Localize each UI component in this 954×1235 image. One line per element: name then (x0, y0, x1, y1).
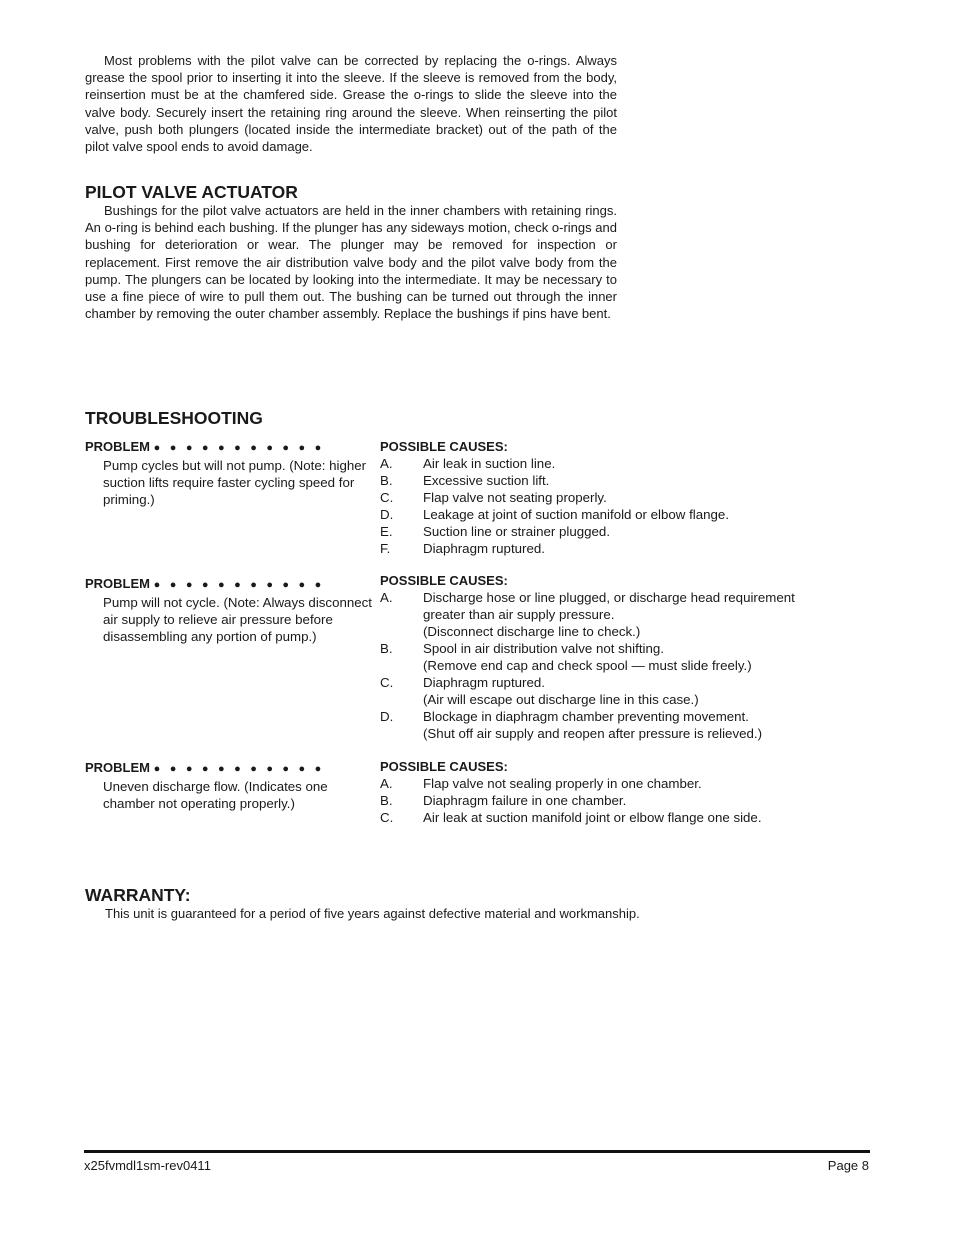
footer-page-number: Page 8 (827, 1158, 869, 1173)
problem-label (85, 575, 375, 594)
cause-letter: C. (380, 810, 394, 825)
cause-text: Air leak at suction manifold joint or elbow flange one side. (423, 810, 762, 825)
cause-item (380, 540, 840, 557)
footer-rule (84, 1150, 870, 1153)
possible-causes-label: POSSIBLE CAUSES: (380, 439, 508, 454)
cause-text: Spool in air distribution valve not shifting. (423, 641, 664, 656)
cause-letter: F. (380, 541, 391, 556)
problem-description: Pump will not cycle. (Note: Always disconnect air supply to relieve air pressure before disassembling any portion of pump.) (103, 595, 373, 644)
leader-dots: ● ● ● ● ● ● ● ● ● ● ● (153, 579, 325, 591)
cause-letter: D. (380, 507, 394, 522)
cause-text: Leakage at joint of suction manifold or elbow flange. (423, 507, 730, 522)
footer-doc-id: x25fvmdl1sm-rev0411 (84, 1158, 211, 1173)
cause-letter: A. (380, 456, 393, 471)
problem-label-text: PROBLEM (85, 760, 150, 775)
cause-item (380, 674, 840, 708)
cause-text: Flap valve not sealing properly in one chamber. (423, 776, 702, 791)
problem-description: Uneven discharge flow. (Indicates one chamber not operating properly.) (103, 779, 328, 811)
problem-label (85, 438, 375, 457)
cause-item (380, 455, 840, 472)
cause-text: Diaphragm ruptured. (423, 541, 545, 556)
cause-letter: C. (380, 490, 394, 505)
leader-dots: ● ● ● ● ● ● ● ● ● ● ● (153, 442, 325, 454)
cause-item (380, 472, 840, 489)
warranty-heading: WARRANTY: (85, 885, 191, 905)
cause-item (380, 640, 840, 674)
cause-item (380, 506, 840, 523)
cause-letter: B. (380, 793, 393, 808)
cause-text: Flap valve not seating properly. (423, 490, 607, 505)
problem-2 (85, 575, 375, 645)
cause-letter: D. (380, 709, 394, 724)
possible-causes-label: POSSIBLE CAUSES: (380, 759, 508, 774)
cause-item (380, 792, 840, 809)
causes-3 (380, 758, 840, 826)
cause-letter: E. (380, 524, 393, 539)
cause-text: Diaphragm failure in one chamber. (423, 793, 627, 808)
cause-letter: A. (380, 590, 393, 605)
cause-text: Diaphragm ruptured. (423, 675, 545, 690)
cause-item (380, 809, 840, 826)
cause-note: (Disconnect discharge line to check.) (423, 624, 641, 639)
cause-letter: A. (380, 776, 393, 791)
cause-item (380, 489, 840, 506)
causes-1 (380, 438, 840, 557)
causes-2 (380, 572, 840, 742)
warranty-text: This unit is guaranteed for a period of five years against defective material and workmanship. (105, 906, 640, 921)
intro-paragraph: Most problems with the pilot valve can be corrected by replacing the o-rings. Always grease the spool prior to inserting it into the sleeve. If the sleeve is removed from the body, reinsertion must be at the chamfered side. Grease the o-rings to slide the sleeve into the valve body. Securely insert the retaining ring around the sleeve. When reinserting the pilot valve, push both plungers (located inside the intermediate bracket) out of the path of the pilot valve spool ends to avoid damage. (85, 53, 617, 155)
problem-1 (85, 438, 375, 508)
pilot-valve-actuator-heading: PILOT VALVE ACTUATOR (85, 182, 298, 202)
cause-note: (Air will escape out discharge line in this case.) (423, 692, 699, 707)
cause-text: Air leak in suction line. (423, 456, 556, 471)
possible-causes-label: POSSIBLE CAUSES: (380, 573, 508, 588)
cause-letter: B. (380, 641, 393, 656)
cause-text: Suction line or strainer plugged. (423, 524, 611, 539)
cause-item (380, 523, 840, 540)
cause-item (380, 708, 840, 742)
problem-label (85, 759, 375, 778)
cause-letter: C. (380, 675, 394, 690)
leader-dots: ● ● ● ● ● ● ● ● ● ● ● (153, 763, 325, 775)
cause-text: Discharge hose or line plugged, or discharge head requirement greater than air supply pressure. (423, 590, 795, 622)
cause-item (380, 589, 840, 640)
pilot-valve-actuator-body: Bushings for the pilot valve actuators are held in the inner chambers with retaining rings. An o-ring is behind each bushing. If the plunger has any sideways motion, check o-rings and bushing for deterioration or wear. The plunger may be removed for inspection or replacement. First remove the air distribution valve body and the pilot valve body from the pump. The plungers can be located by looking into the intermediate. It may be necessary to use a fine piece of wire to pull them out. The bushing can be turned out through the inner chamber by removing the outer chamber assembly. Replace the bushings if pins have bent. (85, 203, 617, 322)
problem-label-text: PROBLEM (85, 439, 150, 454)
cause-letter: B. (380, 473, 393, 488)
cause-item (380, 775, 840, 792)
cause-text: Blockage in diaphragm chamber preventing movement. (423, 709, 749, 724)
troubleshooting-heading: TROUBLESHOOTING (85, 408, 263, 428)
cause-note: (Remove end cap and check spool — must slide freely.) (423, 658, 752, 673)
problem-3 (85, 759, 375, 812)
cause-text: Excessive suction lift. (423, 473, 550, 488)
problem-label-text: PROBLEM (85, 576, 150, 591)
cause-note: (Shut off air supply and reopen after pressure is relieved.) (423, 726, 763, 741)
problem-description: Pump cycles but will not pump. (Note: higher suction lifts require faster cycling speed for priming.) (103, 458, 367, 507)
